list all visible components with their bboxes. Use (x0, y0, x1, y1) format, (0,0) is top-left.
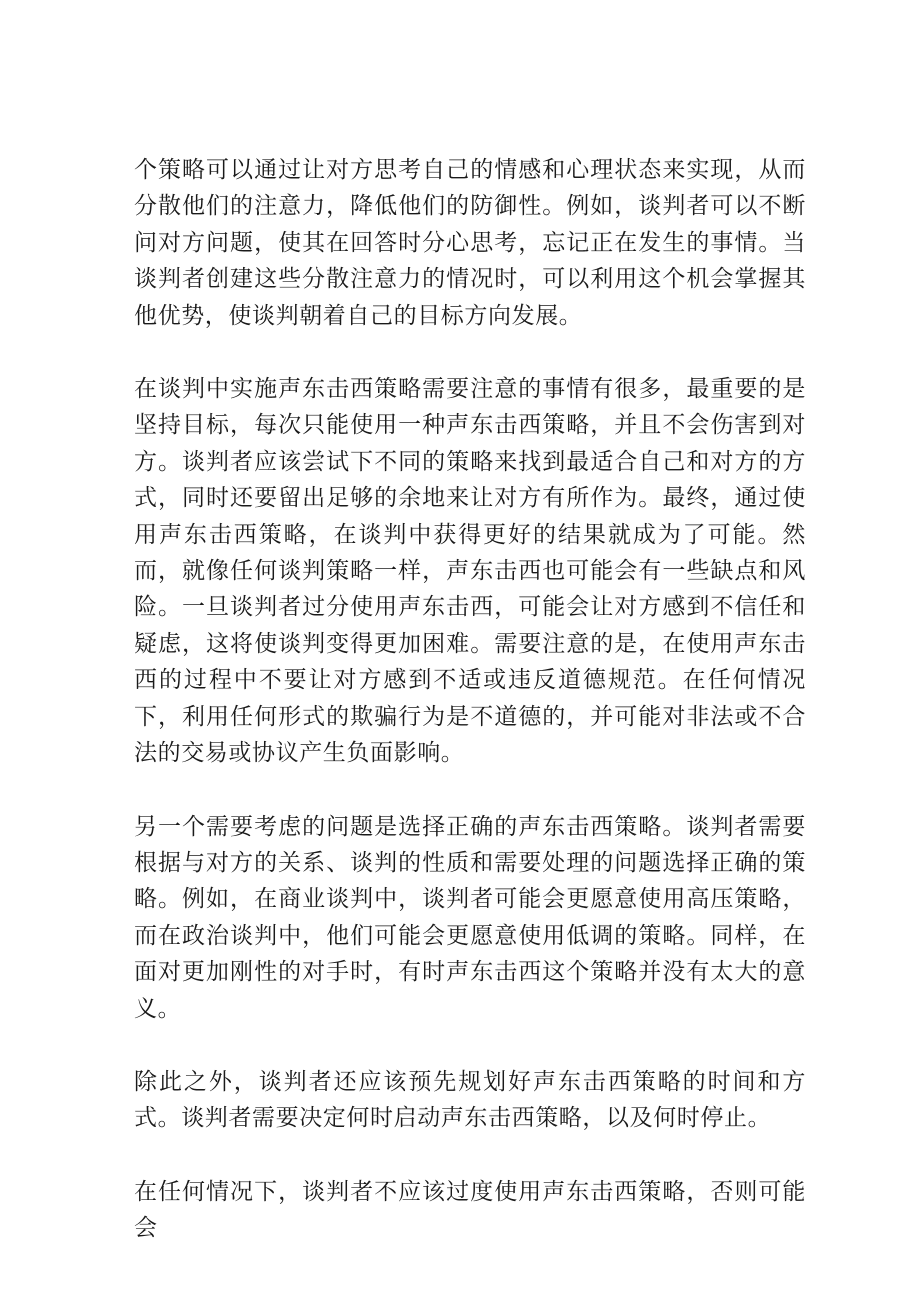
document-body (134, 152, 806, 1284)
paragraph-3: 另一个需要考虑的问题是选择正确的声东击西策略。谈判者需要根据与对方的关系、谈判的性质和需要处理的问题选择正确的策略。例如，在商业谈判中，谈判者可能会更愿意使用高压策略，而在政治谈判中，他们可能会更愿意使用低调的策略。同样，在面对更加刚性的对手时，有时声东击西这个策略并没有太大的意义。 (134, 813, 806, 1022)
paragraph-1: 个策略可以通过让对方思考自己的情感和心理状态来实现，从而分散他们的注意力，降低他们的防御性。例如，谈判者可以不断问对方问题，使其在回答时分心思考，忘记正在发生的事情。当谈判者创建这些分散注意力的情况时，可以利用这个机会掌握其他优势，使谈判朝着自己的目标方向发展。 (134, 157, 806, 329)
paragraph-5: 在任何情况下，谈判者不应该过度使用声东击西策略，否则可能会 (134, 1178, 806, 1242)
paragraph-2: 在谈判中实施声东击西策略需要注意的事情有很多，最重要的是坚持目标，每次只能使用一种声东击西策略，并且不会伤害到对方。谈判者应该尝试下不同的策略来找到最适合自己和对方的方式，同时还要留出足够的余地来让对方有所作为。最终，通过使用声东击西策略，在谈判中获得更好的结果就成为了可能。然而，就像任何谈判策略一样，声东击西也可能会有一些缺点和风险。一旦谈判者过分使用声东击西，可能会让对方感到不信任和疑虑，这将使谈判变得更加困难。需要注意的是，在使用声东击西的过程中不要让对方感到不适或违反道德规范。在任何情况下，利用任何形式的欺骗行为是不道德的，并可能对非法或不合法的交易或协议产生负面影响。 (134, 376, 806, 767)
paragraph-4: 除此之外，谈判者还应该预先规划好声东击西策略的时间和方式。谈判者需要决定何时启动声东击西策略，以及何时停止。 (134, 1068, 806, 1132)
